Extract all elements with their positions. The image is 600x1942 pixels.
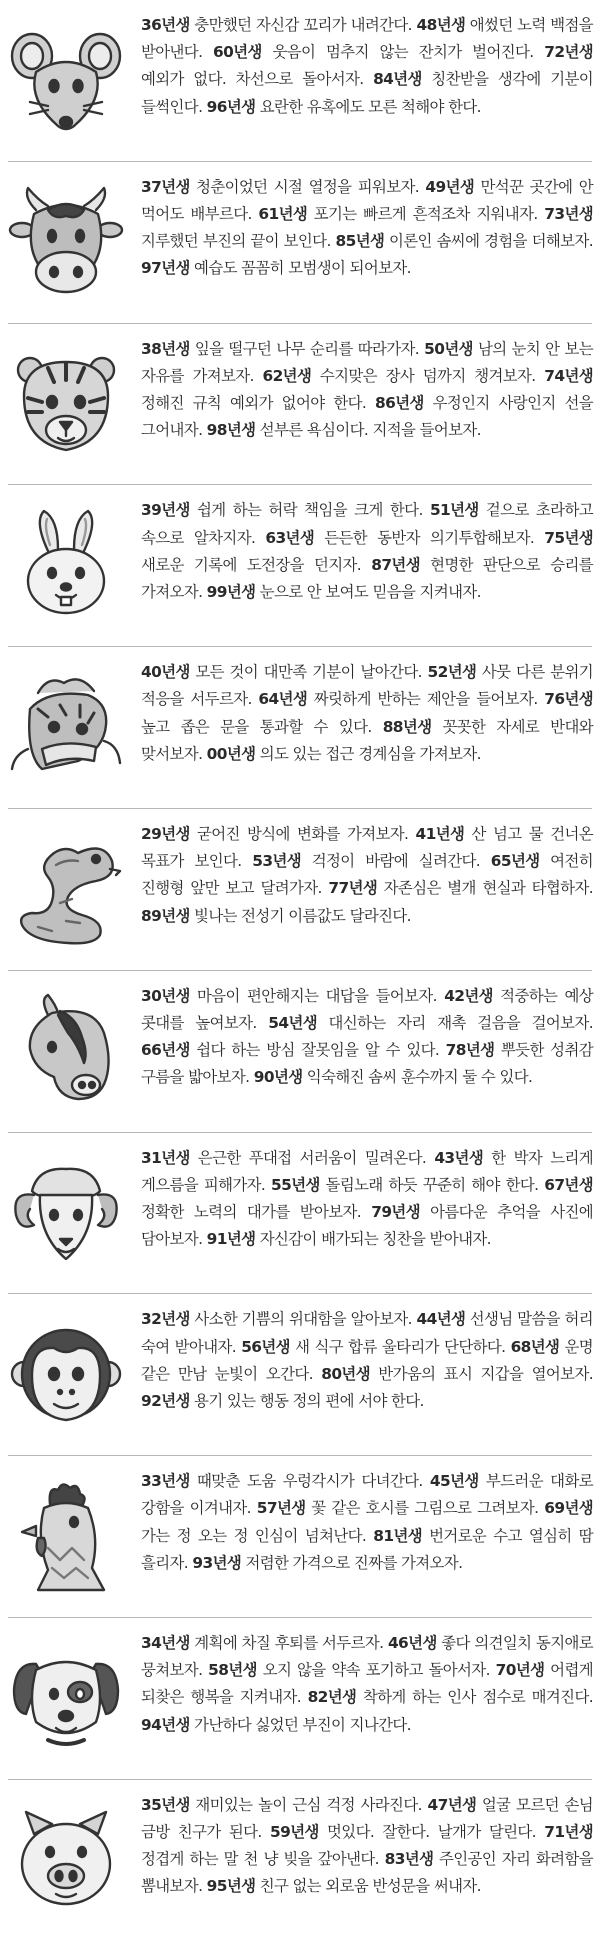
birth-year-label: 69년생 bbox=[544, 1499, 593, 1518]
rooster-icon bbox=[8, 1478, 124, 1594]
fortune-entry bbox=[141, 340, 424, 358]
fortune-entry bbox=[141, 663, 428, 681]
fortune-sentence: 사소한 기쁨의 위대함을 알아보자. bbox=[189, 1310, 417, 1329]
fortune-entry bbox=[252, 852, 490, 870]
fortune-sentence: 운명 같은 만남 눈빛이 오간다. bbox=[141, 1337, 594, 1383]
zodiac-row-ox bbox=[0, 162, 600, 324]
fortune-sentence: 번거로운 수고 열심히 땀 흘리자. bbox=[141, 1526, 594, 1572]
ox-icon bbox=[8, 184, 124, 300]
birth-year-label: 82년생 bbox=[307, 1688, 357, 1707]
birth-year-label: 84년생 bbox=[373, 70, 422, 89]
fortune-entry bbox=[141, 501, 430, 519]
birth-year-label: 56년생 bbox=[241, 1337, 290, 1356]
rabbit-icon bbox=[8, 507, 124, 623]
birth-year-label: 63년생 bbox=[265, 528, 315, 547]
birth-year-label: 88년생 bbox=[382, 717, 432, 736]
fortune-entry bbox=[271, 1176, 544, 1194]
birth-year-label: 64년생 bbox=[258, 690, 308, 709]
fortune-entry bbox=[257, 1499, 545, 1517]
zodiac-row-rooster bbox=[0, 1456, 600, 1618]
fortune-sentence: 짜릿하게 반하는 제안을 들어보자. bbox=[307, 690, 545, 709]
fortune-sentence: 요란한 유혹에도 모른 척해야 한다. bbox=[255, 97, 481, 116]
birth-year-label: 31년생 bbox=[141, 1148, 190, 1167]
fortune-sentence: 새 식구 합류 울타리가 단단하다. bbox=[289, 1337, 511, 1356]
birth-year-label: 95년생 bbox=[206, 1877, 256, 1896]
fortune-text bbox=[141, 659, 593, 768]
fortune-text bbox=[141, 1306, 593, 1415]
fortune-sentence: 든든한 동반자 의기투합해보자. bbox=[314, 528, 545, 547]
fortune-sentence: 만석꾼 곳간에 안 먹어도 배부르다. bbox=[141, 177, 594, 223]
fortune-sentence: 은근한 푸대접 서러움이 밀려온다. bbox=[189, 1148, 435, 1167]
birth-year-label: 53년생 bbox=[252, 852, 302, 871]
birth-year-label: 74년생 bbox=[544, 366, 594, 385]
fortune-sentence: 꼿꼿한 자세로 반대와 맞서보자. bbox=[141, 717, 593, 763]
birth-year-label: 36년생 bbox=[141, 16, 190, 34]
birth-year-label: 50년생 bbox=[424, 339, 473, 358]
birth-year-label: 66년생 bbox=[141, 1041, 190, 1060]
birth-year-label: 97년생 bbox=[141, 259, 190, 278]
fortune-sentence: 선생님 말씀을 허리 숙여 받아내자. bbox=[141, 1310, 593, 1356]
birth-year-label: 98년생 bbox=[206, 421, 256, 440]
fortune-text bbox=[141, 497, 593, 606]
birth-year-label: 81년생 bbox=[373, 1526, 423, 1545]
fortune-sentence: 때맞춘 도움 우렁각시가 다녀간다. bbox=[189, 1472, 430, 1491]
fortune-sentence: 빛나는 전성기 이름값도 달라진다. bbox=[189, 906, 411, 925]
fortune-entry bbox=[141, 1149, 434, 1167]
birth-year-label: 42년생 bbox=[444, 986, 493, 1005]
fortune-sentence: 청춘이었던 시절 열정을 피워보자. bbox=[189, 177, 426, 196]
fortune-entry bbox=[141, 987, 444, 1005]
fortune-sentence: 익숙해진 솜씨 훈수까지 둘 수 있다. bbox=[302, 1068, 533, 1087]
zodiac-row-rabbit bbox=[0, 485, 600, 647]
birth-year-label: 86년생 bbox=[375, 394, 424, 412]
birth-year-label: 94년생 bbox=[141, 1715, 190, 1734]
fortune-entry bbox=[141, 1472, 430, 1490]
fortune-entry bbox=[208, 1661, 495, 1679]
birth-year-label: 41년생 bbox=[415, 825, 465, 843]
zodiac-row-pig bbox=[0, 1780, 600, 1942]
birth-year-label: 90년생 bbox=[253, 1068, 303, 1087]
fortune-entry bbox=[141, 1634, 388, 1652]
fortune-sentence: 반가움의 표시 지갑을 열어보자. bbox=[369, 1364, 593, 1383]
fortune-sentence: 계획에 차질 후퇴를 서두르자. bbox=[189, 1634, 388, 1652]
birth-year-label: 34년생 bbox=[141, 1634, 190, 1652]
birth-year-label: 52년생 bbox=[427, 663, 477, 682]
fortune-text bbox=[141, 1468, 593, 1577]
birth-year-label: 38년생 bbox=[141, 339, 190, 358]
birth-year-label: 77년생 bbox=[328, 879, 378, 898]
fortune-sentence: 가는 정 오는 정 인심이 넘쳐난다. bbox=[141, 1526, 374, 1545]
birth-year-label: 32년생 bbox=[141, 1310, 190, 1329]
fortune-sentence: 겉으로 초라하고 속으로 알차지자. bbox=[141, 501, 593, 547]
fortune-sentence: 수지맞은 장사 덤까지 챙겨보자. bbox=[311, 366, 545, 385]
birth-year-label: 60년생 bbox=[213, 43, 262, 62]
fortune-entry bbox=[241, 1338, 510, 1356]
birth-year-label: 00년생 bbox=[206, 744, 256, 763]
fortune-entry bbox=[258, 205, 544, 223]
fortune-entry bbox=[141, 1310, 416, 1328]
fortune-entry bbox=[207, 98, 481, 116]
birth-year-label: 73년생 bbox=[544, 205, 594, 223]
dog-icon bbox=[8, 1640, 124, 1756]
fortune-entry bbox=[141, 1041, 446, 1059]
fortune-text bbox=[141, 983, 593, 1092]
fortune-entry bbox=[141, 1716, 411, 1734]
fortune-entry bbox=[335, 232, 593, 250]
fortune-text bbox=[141, 1630, 593, 1739]
birth-year-label: 30년생 bbox=[141, 986, 190, 1005]
fortune-sentence: 걱정이 바람에 실려간다. bbox=[301, 852, 491, 871]
fortune-entry bbox=[141, 1392, 424, 1410]
fortune-text bbox=[141, 1145, 593, 1254]
birth-year-label: 43년생 bbox=[434, 1148, 484, 1167]
fortune-entry bbox=[268, 1014, 593, 1032]
birth-year-label: 85년생 bbox=[335, 232, 385, 251]
rat-icon bbox=[8, 22, 124, 138]
fortune-sentence: 우정인지 사랑인지 선을 그어내자. bbox=[141, 394, 593, 440]
fortune-entry bbox=[141, 259, 411, 277]
fortune-sentence: 애썼던 노력 백점을 받아낸다. bbox=[141, 16, 593, 62]
fortune-sentence: 어렵게 되찾은 행복을 지켜내자. bbox=[141, 1661, 593, 1707]
fortune-entry bbox=[265, 529, 544, 547]
fortune-text bbox=[141, 174, 593, 283]
fortune-sentence: 굳어진 방식에 변화를 가져보자. bbox=[189, 825, 416, 843]
birth-year-label: 51년생 bbox=[429, 501, 479, 520]
birth-year-label: 39년생 bbox=[141, 501, 190, 520]
fortune-entry bbox=[321, 1365, 593, 1383]
birth-year-label: 37년생 bbox=[141, 177, 190, 196]
birth-year-label: 99년생 bbox=[206, 583, 256, 601]
birth-year-label: 54년생 bbox=[268, 1014, 318, 1032]
fortune-entry bbox=[262, 367, 544, 385]
fortune-sentence: 자신감이 배가되는 칭찬을 받아내자. bbox=[255, 1230, 491, 1249]
fortune-entry bbox=[254, 1068, 533, 1086]
fortune-entry bbox=[328, 879, 593, 897]
fortune-sentence: 마음이 편안해지는 대답을 들어보자. bbox=[189, 986, 445, 1005]
fortune-sentence: 정해진 규칙 예외가 없어야 한다. bbox=[141, 394, 376, 412]
fortune-sentence: 잎을 떨구던 나무 순리를 따라가자. bbox=[189, 339, 425, 358]
birth-year-label: 47년생 bbox=[427, 1795, 477, 1814]
fortune-sentence: 얼굴 모르던 손님 금방 친구가 된다. bbox=[141, 1795, 594, 1841]
birth-year-label: 78년생 bbox=[445, 1041, 495, 1060]
birth-year-label: 72년생 bbox=[544, 43, 593, 62]
fortune-entry bbox=[141, 1796, 428, 1814]
zodiac-row-snake bbox=[0, 809, 600, 971]
fortune-sentence: 모든 것이 대만족 기분이 날아간다. bbox=[189, 663, 428, 682]
tiger-icon bbox=[8, 346, 124, 462]
zodiac-row-rat bbox=[0, 0, 600, 162]
fortune-entry bbox=[141, 825, 416, 843]
birth-year-label: 48년생 bbox=[416, 16, 466, 34]
fortune-sentence: 아름다운 추억을 사진에 담아보자. bbox=[141, 1203, 593, 1249]
birth-year-label: 45년생 bbox=[429, 1472, 479, 1491]
fortune-text bbox=[141, 12, 593, 121]
zodiac-row-dragon bbox=[0, 647, 600, 809]
fortune-sentence: 높고 좁은 문을 통과할 수 있다. bbox=[141, 717, 383, 736]
fortune-entry bbox=[308, 1688, 593, 1706]
birth-year-label: 67년생 bbox=[544, 1175, 593, 1194]
pig-icon bbox=[8, 1802, 124, 1918]
fortune-sentence: 주인공인 자리 화려함을 뽐내보자. bbox=[141, 1850, 593, 1896]
birth-year-label: 83년생 bbox=[384, 1850, 434, 1869]
zodiac-row-dog bbox=[0, 1618, 600, 1780]
fortune-sentence: 쉽다 하는 방심 잘못임을 알 수 있다. bbox=[189, 1041, 446, 1060]
birth-year-label: 49년생 bbox=[425, 177, 475, 196]
fortune-entry bbox=[141, 16, 416, 34]
fortune-entry bbox=[207, 1877, 481, 1895]
birth-year-label: 58년생 bbox=[208, 1661, 257, 1680]
birth-year-label: 75년생 bbox=[544, 528, 593, 547]
fortune-entry bbox=[207, 583, 481, 601]
fortune-sentence: 남의 눈치 안 보는 자유를 가져보자. bbox=[141, 339, 593, 385]
zodiac-row-sheep bbox=[0, 1133, 600, 1295]
fortune-entry bbox=[213, 43, 544, 61]
fortune-sentence: 재미있는 놀이 근심 걱정 사라진다. bbox=[189, 1795, 428, 1814]
dragon-icon bbox=[8, 669, 124, 785]
fortune-sentence: 충만했던 자신감 꼬리가 내려간다. bbox=[189, 16, 417, 34]
fortune-sentence: 이론인 솜씨에 경험을 더해보자. bbox=[384, 232, 593, 251]
fortune-entry bbox=[207, 421, 481, 439]
fortune-entry bbox=[258, 690, 544, 708]
fortune-sentence: 부드러운 대화로 강함을 이겨내자. bbox=[141, 1472, 593, 1518]
birth-year-label: 57년생 bbox=[256, 1499, 306, 1518]
zodiac-row-tiger bbox=[0, 324, 600, 486]
birth-year-label: 61년생 bbox=[258, 205, 308, 223]
fortune-sentence: 여전히 진행형 앞만 보고 달려가자. bbox=[141, 852, 593, 898]
birth-year-label: 35년생 bbox=[141, 1795, 190, 1814]
fortune-text bbox=[141, 1792, 593, 1901]
fortune-sentence: 저렴한 가격으로 진짜를 가져오자. bbox=[241, 1553, 463, 1572]
zodiac-row-monkey bbox=[0, 1294, 600, 1456]
birth-year-label: 71년생 bbox=[544, 1823, 593, 1841]
fortune-sentence: 사뭇 다른 분위기 적응을 서두르자. bbox=[141, 663, 594, 709]
monkey-icon bbox=[8, 1316, 124, 1432]
fortune-sentence: 쉽게 하는 허락 책임을 크게 한다. bbox=[189, 501, 430, 520]
fortune-text bbox=[141, 821, 593, 930]
birth-year-label: 33년생 bbox=[141, 1472, 190, 1491]
fortune-sentence: 섣부른 욕심이다. 지적을 들어보자. bbox=[255, 421, 481, 440]
snake-icon bbox=[8, 831, 124, 947]
birth-year-label: 93년생 bbox=[192, 1553, 242, 1572]
fortune-sentence: 지루했던 부진의 끝이 보인다. bbox=[141, 232, 336, 251]
birth-year-label: 70년생 bbox=[495, 1661, 545, 1680]
fortune-sentence: 꽃 같은 호시를 그림으로 그려보자. bbox=[305, 1499, 545, 1518]
birth-year-label: 92년생 bbox=[141, 1392, 190, 1410]
birth-year-label: 40년생 bbox=[141, 663, 190, 682]
birth-year-label: 46년생 bbox=[387, 1634, 437, 1652]
fortune-sentence: 돌림노래 하듯 꾸준히 해야 한다. bbox=[319, 1175, 545, 1194]
fortune-sentence: 적중하는 예상 콧대를 높여보자. bbox=[141, 986, 593, 1032]
birth-year-label: 87년생 bbox=[371, 555, 420, 574]
fortune-sentence: 예습도 꼼꼼히 모범생이 되어보자. bbox=[189, 259, 411, 278]
fortune-sentence: 용기 있는 행동 정의 편에 서야 한다. bbox=[189, 1392, 424, 1410]
birth-year-label: 80년생 bbox=[321, 1364, 370, 1383]
birth-year-label: 55년생 bbox=[271, 1175, 320, 1194]
fortune-text bbox=[141, 336, 593, 445]
fortune-sentence: 눈으로 안 보여도 믿음을 지켜내자. bbox=[255, 583, 481, 601]
birth-year-label: 62년생 bbox=[262, 366, 312, 385]
fortune-entry bbox=[207, 1230, 491, 1248]
fortune-entry bbox=[141, 907, 411, 925]
birth-year-label: 91년생 bbox=[206, 1230, 256, 1249]
fortune-entry bbox=[270, 1823, 544, 1841]
fortune-sentence: 한 박자 느리게 게으름을 피해가자. bbox=[141, 1148, 594, 1194]
zodiac-row-horse bbox=[0, 971, 600, 1133]
fortune-sentence: 대신하는 자리 재촉 걸음을 걸어보자. bbox=[317, 1014, 594, 1032]
birth-year-label: 29년생 bbox=[141, 825, 190, 843]
fortune-sentence: 의도 있는 접근 경계심을 가져보자. bbox=[255, 744, 481, 763]
fortune-sentence: 자존심은 별개 현실과 타협하자. bbox=[377, 879, 594, 898]
birth-year-label: 79년생 bbox=[371, 1203, 420, 1221]
horse-icon bbox=[8, 993, 124, 1109]
fortune-sentence: 가난하다 싫었던 부진이 지나간다. bbox=[189, 1715, 411, 1734]
sheep-icon bbox=[8, 1155, 124, 1271]
fortune-entry bbox=[192, 1554, 462, 1572]
fortune-sentence: 새로운 기록에 도전장을 던지자. bbox=[141, 555, 372, 574]
fortune-sentence: 뿌듯한 성취감 구름을 밟아보자. bbox=[141, 1041, 593, 1087]
fortune-sentence: 정확한 노력의 대가를 받아보자. bbox=[141, 1203, 372, 1221]
birth-year-label: 96년생 bbox=[206, 97, 256, 116]
birth-year-label: 68년생 bbox=[510, 1337, 560, 1356]
fortune-sentence: 포기는 빠르게 흔적조차 지워내자. bbox=[307, 205, 545, 223]
fortune-sentence: 웃음이 멈추지 않는 잔치가 벌어진다. bbox=[261, 43, 545, 62]
birth-year-label: 89년생 bbox=[141, 906, 190, 925]
fortune-sentence: 좋다 의견일치 동지애로 뭉쳐보자. bbox=[141, 1634, 593, 1680]
fortune-sentence: 착하게 하는 인사 점수로 매겨진다. bbox=[356, 1688, 594, 1707]
fortune-entry bbox=[141, 178, 425, 196]
birth-year-label: 44년생 bbox=[416, 1310, 466, 1329]
fortune-entry bbox=[207, 745, 481, 763]
birth-year-label: 65년생 bbox=[490, 852, 540, 871]
birth-year-label: 76년생 bbox=[544, 690, 594, 709]
fortune-sentence: 친구 없는 외로움 반성문을 써내자. bbox=[255, 1877, 481, 1896]
fortune-sentence: 오지 않을 약속 포기하고 돌아서자. bbox=[256, 1661, 496, 1680]
birth-year-label: 59년생 bbox=[270, 1823, 319, 1841]
fortune-sentence: 정겹게 하는 말 천 냥 빚을 갚아낸다. bbox=[141, 1850, 385, 1869]
fortune-sentence: 멋있다. 잘한다. 날개가 달린다. bbox=[318, 1823, 545, 1841]
fortune-sentence: 칭찬받을 생각에 기분이 들썩인다. bbox=[141, 70, 593, 116]
fortune-sentence: 예외가 없다. 차선으로 돌아서자. bbox=[141, 70, 374, 89]
fortune-sentence: 산 넘고 물 건너온 목표가 보인다. bbox=[141, 825, 593, 871]
fortune-sentence: 현명한 판단으로 승리를 가져오자. bbox=[141, 555, 593, 601]
